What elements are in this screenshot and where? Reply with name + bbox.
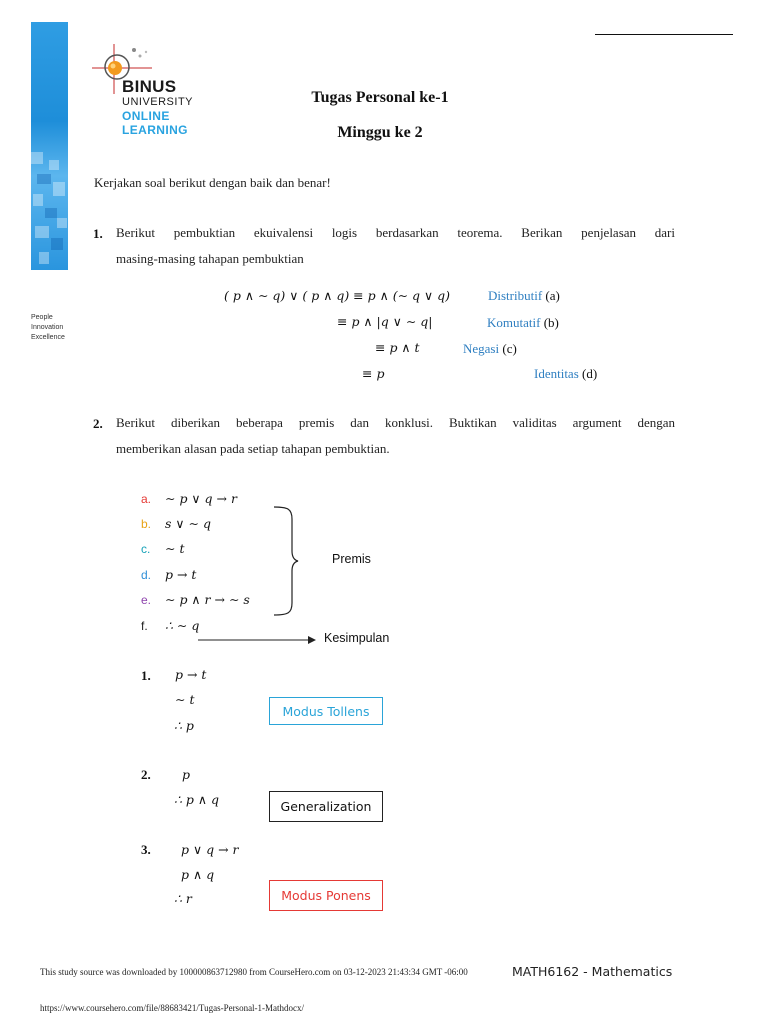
footer-course: MATH6162 - Mathematics [512,964,673,979]
proof-step-3-line-3: ∴ r [174,891,192,906]
proof-step-2-line-2: ∴ p ∧ q [174,792,220,807]
question-2-text: Berikut diberikan beberapa premis dan konklusi. Buktikan validitas argument dengan [116,415,675,430]
arrow-right-icon [198,633,318,647]
tagline-innovation: Innovation [31,324,64,331]
conclusion-letter-f: f. [141,619,148,633]
proof-step-1-line-2: ∼ t [175,692,195,707]
premise-e: ∼ p ∧ r → ∼ s [165,592,250,607]
logo-text-online: ONLINE [122,109,170,123]
equivalence-step-c: ≡ p ∧ t [375,340,420,355]
tagline-excellence: Excellence [31,334,65,341]
premise-a: ∼ p ∨ q → r [165,491,237,506]
law-label-b: Komutatif (b) [487,315,559,330]
tagline-people: People [31,314,53,321]
premise-letter-e: e. [141,593,152,607]
premise-letter-b: b. [141,517,152,531]
premise-c: ∼ t [165,541,185,556]
page-title: Tugas Personal ke-1 [311,89,449,106]
equivalence-step-a: ( p ∧ ∼ q) ∨ ( p ∧ q) ≡ p ∧ (∼ q ∨ q) [224,288,451,303]
instruction-text: Kerjakan soal berikut dengan baik dan benar! [94,175,331,190]
question-1-number: 1. [93,226,103,241]
logo-text-learning: LEARNING [122,123,188,137]
decorative-stripe [31,22,68,270]
logo-text-university: UNIVERSITY [122,96,194,108]
logo-text-binus: BINUS [122,77,177,96]
footer-url-link[interactable]: https://www.coursehero.com/file/88683421/Tugas-Personal-1-Mathdocx/ [40,1003,305,1013]
proof-step-1-number: 1. [141,668,151,683]
kesimpulan-label: Kesimpulan [324,631,390,645]
premise-letter-c: c. [141,542,151,556]
premise-b: s ∨ ∼ q [165,516,211,531]
question-1-text-line2: masing-masing tahapan pembuktian [116,251,304,266]
footer-source-note: This study source was downloaded by 100000863712980 from CourseHero.com on 03-12-2023 21:43:34 GMT -06:00 [40,967,468,977]
law-label-c: Negasi (c) [463,341,517,356]
premise-letter-d: d. [141,568,152,582]
rule-box-modus-ponens: Modus Ponens [269,880,383,911]
page-subtitle: Minggu ke 2 [337,124,423,141]
equivalence-step-d: ≡ p [362,366,385,381]
proof-step-3-line-2: p ∧ q [181,867,215,882]
law-label-d: Identitas (d) [534,366,598,381]
rule-box-generalization: Generalization [269,791,383,822]
proof-step-1-line-1: p → t [175,667,207,682]
premis-brace-icon [270,505,300,617]
question-1-text: Berikut pembuktian ekuivalensi logis berdasarkan teorema. Berikan penjelasan dari [116,225,675,240]
proof-step-2-number: 2. [141,767,151,782]
premis-label: Premis [332,552,371,566]
rule-box-modus-tollens: Modus Tollens [269,697,383,725]
proof-step-1-line-3: ∴ p [174,718,194,733]
premise-letter-a: a. [141,492,152,506]
question-2-text-line2: memberikan alasan pada setiap tahapan pembuktian. [116,441,390,456]
proof-step-2-line-1: p [182,767,191,782]
equivalence-step-b: ≡ p ∧ |q ∨ ∼ q| [337,314,433,329]
question-2-number: 2. [93,416,103,431]
header-rule [595,34,733,35]
proof-step-3-number: 3. [141,842,151,857]
proof-step-3-line-1: p ∨ q → r [181,842,239,857]
law-label-a: Distributif (a) [488,288,560,303]
conclusion-f: ∴ ∼ q [165,618,200,633]
premise-d: p → t [165,567,197,582]
